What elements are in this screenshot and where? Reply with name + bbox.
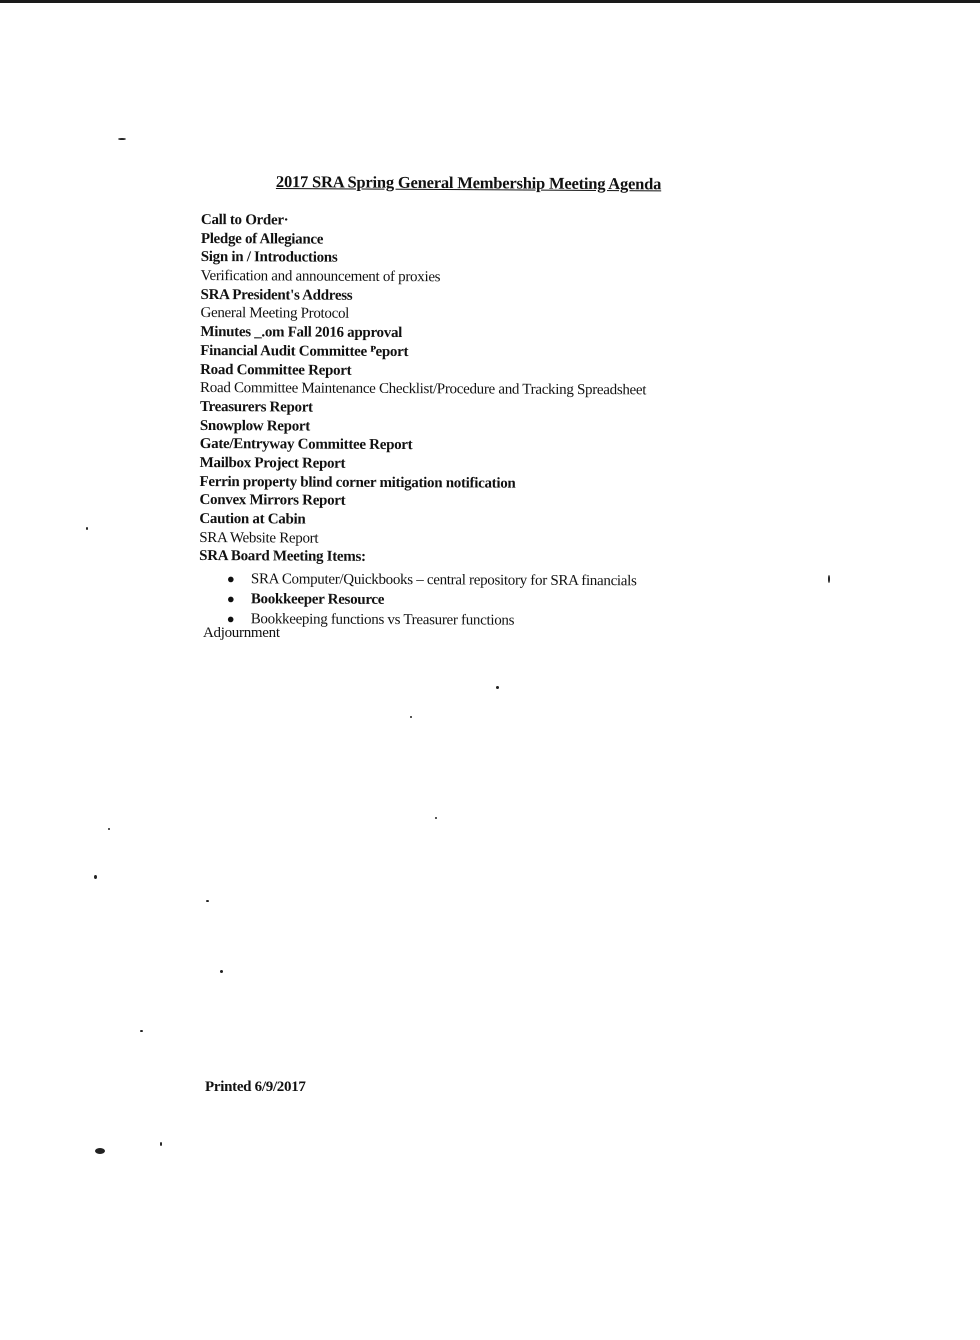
scan-top-edge [0,0,980,3]
agenda-item-proxies: Verification and announcement of proxies [200,268,441,286]
scan-speck [118,138,126,140]
printed-date: Printed 6/9/2017 [205,1079,306,1095]
agenda-item-minutes: Minutes _.om Fall 2016 approval [200,324,403,342]
bullet-icon: ● [226,571,235,587]
scan-speck [410,716,412,718]
agenda-item-financial-audit: Financial Audit Committee ᴾeport [200,342,409,360]
agenda-item-road-committee: Road Committee Report [200,361,352,379]
agenda-item-ferrin-property: Ferrin property blind corner mitigation notification [199,473,516,492]
agenda-list [199,211,761,569]
agenda-item-meeting-protocol: General Meeting Protocol [200,305,350,323]
scan-speck [108,828,110,830]
scan-speck [496,686,499,689]
scan-speck [94,875,97,879]
agenda-item-president-address: SRA President's Address [200,286,353,304]
agenda-item-caution-cabin: Caution at Cabin [199,510,306,528]
board-items-list [201,569,637,631]
scan-speck [435,817,437,819]
scan-speck [206,900,209,902]
page-title: 2017 SRA Spring General Membership Meeting Agenda [275,172,662,194]
agenda-item-sign-in: Sign in / Introductions [200,249,338,267]
scan-speck [828,575,830,583]
board-item-bookkeeper: Bookkeeper Resource [250,591,385,608]
agenda-item-gate-entryway: Gate/Entryway Committee Report [199,436,413,454]
list-item [201,589,637,611]
agenda-item-board-items: SRA Board Meeting Items: [199,548,366,566]
agenda-item-convex-mirrors: Convex Mirrors Report [199,492,346,510]
agenda-item-adjournment: Adjournment [203,625,280,641]
agenda-item-call-to-order: Call to Order· [200,211,289,229]
scan-speck [140,1030,143,1032]
bullet-icon: ● [226,591,235,607]
scan-speck [220,970,223,973]
scan-speck [86,527,88,530]
bullet-icon: ● [226,611,235,627]
agenda-item-snowplow: Snowplow Report [199,417,311,435]
agenda-item-road-maintenance: Road Committee Maintenance Checklist/Procedure and Tracking Spreadsheet [200,380,647,399]
agenda-item-pledge: Pledge of Allegiance [200,230,324,248]
board-item-bookkeeping-functions: Bookkeeping functions vs Treasurer functions [250,611,515,629]
agenda-item-treasurers-report: Treasurers Report [199,398,313,416]
board-item-computer: SRA Computer/Quickbooks – central repository for SRA financials [250,571,637,590]
scan-speck [160,1142,162,1146]
scan-speck [95,1148,105,1154]
agenda-item-mailbox: Mailbox Project Report [199,454,346,472]
list-item [201,569,637,591]
agenda-item-website: SRA Website Report [199,529,319,547]
